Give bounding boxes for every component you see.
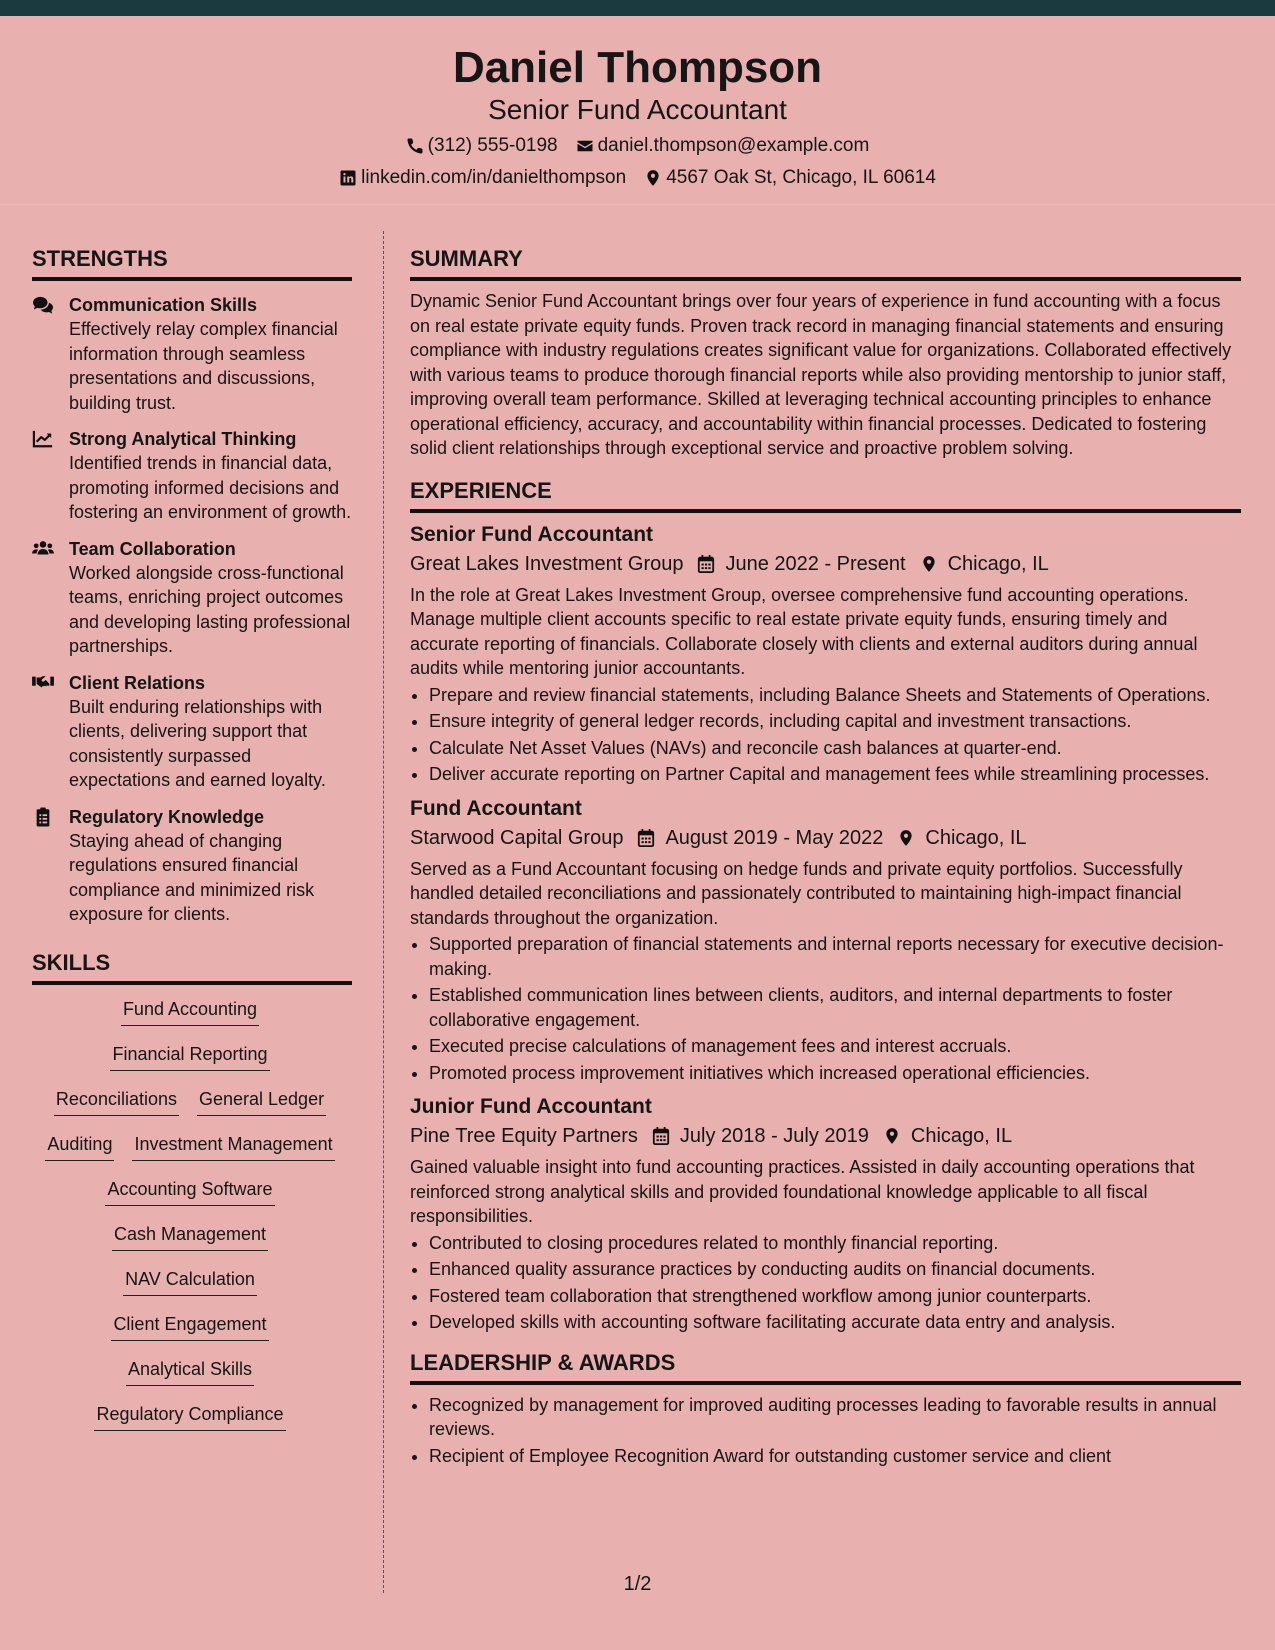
list-item: • Fostered team collaboration that strengthened workflow among junior counterparts. [429,1284,1241,1309]
job-company: Pine Tree Equity Partners [410,1125,638,1147]
skills-heading: SKILLS [32,949,352,985]
comments-icon [32,295,54,315]
linkedin-icon [339,169,357,187]
job-description: Gained valuable insight into fund accounting practices. Assisted in daily accounting operations that reinforced strong analytical skills and provided foundational knowledge applicable to all fiscal responsibilities. [410,1157,1195,1226]
contact-address [644,166,936,190]
list-item: • Promoted process improvement initiatives which increased operational efficiencies. [429,1061,1241,1086]
strength-desc: Built enduring relationships with clients, delivering support that consistently surpassed expectations and earned loyalty. [69,696,326,790]
strength-desc: Staying ahead of changing regulations ensured financial compliance and minimized risk exposure for clients. [69,830,315,924]
list-item: • Deliver accurate reporting on Partner Capital and management fees while streamlining processes. [429,762,1241,787]
candidate-title: Senior Fund Accountant [488,94,787,125]
clipboard-icon [32,807,54,827]
job-company: Starwood Capital Group [410,826,624,849]
strength-desc: Effectively relay complex financial information through seamless presentations and discussions, building trust. [69,319,338,413]
skill-tag: Auditing [45,1132,114,1161]
job-bullets [410,683,1241,787]
list-item: • Recognized by management for improved auditing processes leading to favorable results in annual reviews. [429,1393,1241,1442]
linkedin-text: linkedin.com/in/danielthompson [361,167,627,188]
users-icon [32,539,54,559]
strength-desc: Identified trends in financial data, promoting informed decisions and fostering an environment of growth. [69,453,352,522]
right-column [410,245,1241,1476]
contact-phone [406,134,558,158]
contact-row-1 [0,134,1275,158]
job-description: Served as a Fund Accountant focusing on hedge funds and private equity portfolios. Successfully handled detailed reconciliations and passionately contributed to maintaining high-impact financial standards throughout the organization. [410,858,1183,928]
skill-tag: Investment Management [132,1132,334,1161]
job-bullets [410,932,1241,1085]
job-dates: July 2018 - July 2019 [679,1125,869,1147]
list-item: • Executed precise calculations of management fees and interest accruals. [429,1034,1241,1059]
job-title: Fund Accountant [410,796,582,820]
chart-line-icon [32,429,54,449]
strength-name: Communication Skills [69,295,258,315]
map-pin-icon [644,169,662,187]
calendar-icon [652,1126,670,1146]
contact-linkedin[interactable] [339,166,626,190]
list-item: • Enhanced quality assurance practices by conducting audits on financial documents. [429,1257,1241,1282]
job-company: Great Lakes Investment Group [410,552,684,575]
address-text: 4567 Oak St, Chicago, IL 60614 [666,167,936,188]
job-meta [410,549,1241,579]
job-meta [410,823,1241,853]
skill-tag: NAV Calculation [123,1267,257,1296]
contact-email[interactable] [576,134,870,158]
job-title: Junior Fund Accountant [410,1095,652,1118]
job-entry [410,521,1241,787]
email-text: daniel.thompson@example.com [597,135,870,156]
skill-tag: Analytical Skills [126,1357,254,1386]
job-location: Chicago, IL [925,826,1027,849]
strength-item [32,293,352,415]
strengths-heading: STRENGTHS [32,245,352,281]
job-bullets [410,1231,1241,1335]
job-entry [410,795,1241,1086]
skill-tag: Cash Management [112,1222,268,1251]
calendar-icon [697,554,715,574]
skill-tag: Accounting Software [105,1177,274,1206]
list-item: • Ensure integrity of general ledger records, including capital and investment transactions. [429,709,1241,734]
job-entry [410,1093,1241,1335]
awards-list [410,1393,1241,1469]
handshake-icon [32,673,54,693]
awards-heading: LEADERSHIP & AWARDS [410,1349,1241,1385]
map-pin-icon [897,828,915,848]
strength-name: Team Collaboration [69,538,236,559]
top-bar [0,0,1275,16]
skill-tag: General Ledger [197,1087,326,1116]
resume-header [0,16,1275,205]
calendar-icon [637,828,655,848]
strength-item [32,671,352,793]
list-item: • Established communication lines between clients, auditors, and internal departments to foster collaborative engagement. [429,983,1241,1032]
list-item: • Contributed to closing procedures related to monthly financial reporting. [429,1231,1241,1256]
envelope-icon [576,137,594,155]
summary-text: Dynamic Senior Fund Accountant brings over four years of experience in fund accounting with a focus on real estate private equity funds. Proven track record in managing financial statements and ensuring compliance with industry regulations creates significant value for organizations. Collaborated effectively with various teams to produce thorough financial reports while also providing mentorship to junior staff, improving overall team performance. Skilled at leveraging technical accounting principles to enhance operational efficiency, accuracy, and accountability within financial processes. Dedicated to fostering solid client relationships through exceptional service and proactive problem solving. [410,291,1232,458]
skill-tag: Client Engagement [111,1312,268,1341]
contact-row-2 [0,166,1275,190]
skill-tag: Regulatory Compliance [94,1402,285,1431]
list-item: • Calculate Net Asset Values (NAVs) and reconcile cash balances at quarter-end. [429,736,1241,761]
job-location: Chicago, IL [947,552,1049,575]
candidate-name: Daniel Thompson [452,43,823,92]
page-number: 1/2 [623,1573,652,1595]
left-column [32,245,352,1447]
job-meta [410,1121,1241,1151]
list-item: • Prepare and review financial statements, including Balance Sheets and Statements of Operations. [429,683,1241,708]
skill-tag: Fund Accounting [121,997,259,1026]
list-item: • Supported preparation of financial statements and internal reports necessary for executive decision-making. [429,932,1241,981]
job-description: In the role at Great Lakes Investment Group, oversee comprehensive fund accounting operations. Manage multiple client accounts specific to real estate private equity funds, ensuring timely and accurate reporting of financials. Collaborate closely with clients and external auditors during annual audits while mentoring junior accountants. [410,584,1198,678]
summary-heading: SUMMARY [410,245,1241,281]
job-dates: August 2019 - May 2022 [665,826,884,849]
list-item: • Developed skills with accounting software facilitating accurate data entry and analysis. [429,1310,1241,1335]
column-divider [383,231,384,1593]
phone-icon [406,137,424,155]
map-pin-icon [883,1126,901,1146]
skill-tag: Reconciliations [54,1087,179,1116]
strength-item [32,805,352,927]
strength-item [32,427,352,525]
strength-name: Client Relations [69,672,206,693]
strength-item [32,537,352,659]
job-location: Chicago, IL [910,1125,1013,1147]
phone-text: (312) 555-0198 [427,135,558,156]
list-item: • Recipient of Employee Recognition Award for outstanding customer service and client [429,1444,1241,1469]
experience-heading: EXPERIENCE [410,477,1241,513]
strength-name: Strong Analytical Thinking [69,429,297,449]
job-title: Senior Fund Accountant [410,522,654,546]
skill-tag: Financial Reporting [110,1042,269,1071]
strength-name: Regulatory Knowledge [69,806,265,827]
job-dates: June 2022 - Present [725,552,906,575]
skills-list [32,997,348,1447]
strength-desc: Worked alongside cross-functional teams, enriching project outcomes and developing lasting professional partnerships. [69,562,351,656]
map-pin-icon [920,554,938,574]
